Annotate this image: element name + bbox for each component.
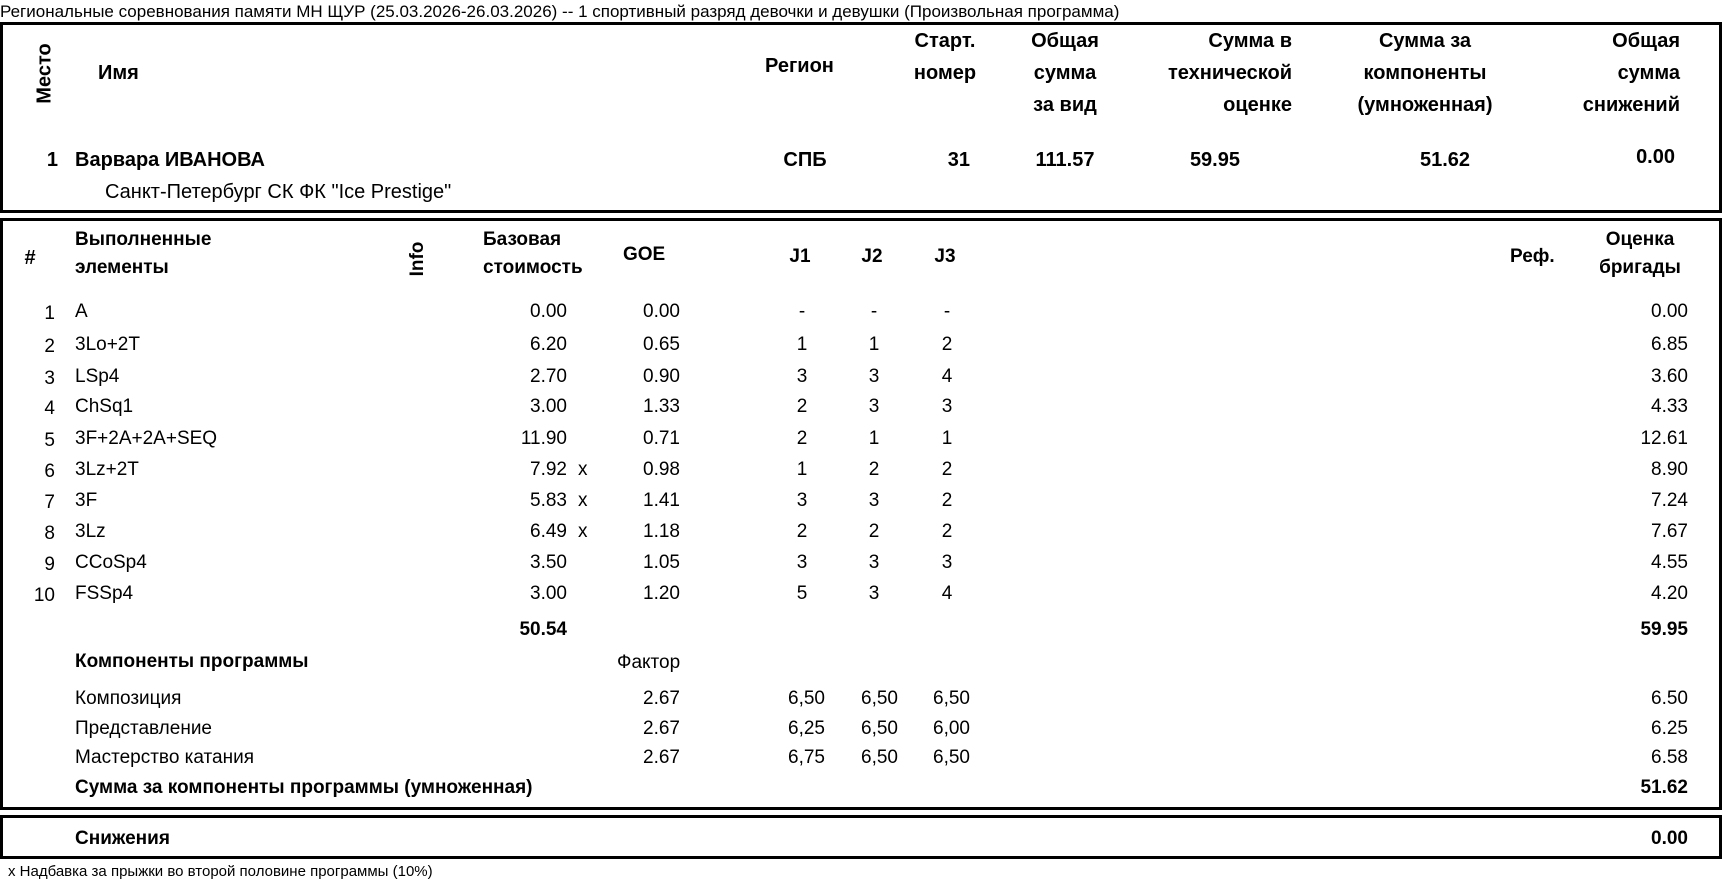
- row-j3: 4: [941, 366, 953, 387]
- components-total-label: Сумма за компоненты программы (умноженная): [75, 777, 533, 798]
- skater-total: 111.57: [1035, 149, 1095, 171]
- header-panel-score: Оценка бригады: [1599, 229, 1681, 278]
- row-panel-score: 7.24: [1651, 490, 1688, 511]
- row-num: 9: [44, 554, 55, 575]
- row-j1: 1: [796, 459, 808, 480]
- row-num: 1: [44, 303, 55, 324]
- row-goe: 0.90: [643, 366, 680, 387]
- row-j1: 2: [796, 396, 808, 417]
- row-bonus-marker: x: [578, 490, 588, 511]
- row-num: 10: [33, 585, 55, 606]
- row-j1: 2: [796, 428, 808, 449]
- row-j3: 3: [941, 552, 953, 573]
- row-element: LSp4: [75, 366, 120, 387]
- row-element: 3Lo+2T: [75, 334, 140, 355]
- row-base-value: 11.90: [520, 428, 567, 449]
- row-j2: -: [870, 301, 878, 322]
- header-info: Info: [407, 241, 428, 277]
- components-title: Компоненты программы: [75, 651, 309, 672]
- component-name: Представление: [75, 718, 212, 739]
- row-j2: 3: [868, 583, 880, 604]
- header-place: Место: [33, 43, 56, 104]
- row-num: 8: [44, 523, 55, 544]
- header-pcs: Сумма за компоненты (умноженная): [1357, 30, 1493, 116]
- component-j3: 6,50: [933, 688, 970, 709]
- header-goe: GOE: [623, 244, 666, 265]
- row-panel-score: 4.55: [1651, 552, 1688, 573]
- row-bonus-marker: x: [578, 521, 588, 542]
- row-panel-score: 4.33: [1651, 396, 1688, 417]
- component-name: Композиция: [75, 688, 182, 709]
- component-j1: 6,50: [788, 688, 825, 709]
- row-goe: 0.00: [643, 301, 680, 322]
- component-factor: 2.67: [643, 688, 680, 709]
- row-j3: 2: [941, 490, 953, 511]
- component-j2: 6,50: [861, 718, 898, 739]
- component-factor: 2.67: [643, 718, 680, 739]
- row-base-value: 5.83: [530, 490, 567, 511]
- row-j3: -: [943, 301, 951, 322]
- row-j1: 2: [796, 521, 808, 542]
- component-j1: 6,75: [788, 747, 825, 768]
- skater-name: Варвара ИВАНОВА: [75, 149, 265, 171]
- skater-pcs: 51.62: [1419, 149, 1471, 171]
- row-base-value: 6.49: [530, 521, 567, 542]
- row-element: 3Lz+2T: [75, 459, 139, 480]
- header-total: Общая сумма за вид: [1031, 30, 1099, 116]
- row-goe: 1.05: [643, 552, 680, 573]
- row-j1: 3: [796, 366, 808, 387]
- row-j2: 3: [868, 552, 880, 573]
- row-base-value: 7.92: [530, 459, 567, 480]
- row-panel-score: 6.85: [1651, 334, 1688, 355]
- row-panel-score: 12.61: [1640, 428, 1688, 449]
- footnote: x Надбавка за прыжки во второй половине программы (10%): [8, 863, 433, 880]
- component-j2: 6,50: [861, 747, 898, 768]
- row-j1: 3: [796, 490, 808, 511]
- header-deductions: Общая сумма снижений: [1582, 30, 1680, 116]
- row-j2: 1: [868, 428, 880, 449]
- row-goe: 1.18: [643, 521, 680, 542]
- row-j3: 2: [941, 521, 953, 542]
- row-base-value: 0.00: [530, 301, 567, 322]
- row-element: 3F: [75, 490, 98, 511]
- deductions-score: 0.00: [1651, 828, 1688, 849]
- header-start-number: Старт. номер: [913, 30, 977, 84]
- row-base-value: 3.00: [530, 396, 567, 417]
- row-num: 4: [44, 398, 55, 419]
- row-panel-score: 3.60: [1651, 366, 1688, 387]
- row-j2: 1: [868, 334, 880, 355]
- header-ref: Реф.: [1510, 246, 1555, 267]
- row-goe: 1.33: [643, 396, 680, 417]
- page-title: Региональные соревнования памяти МН ЩУР (25.03.2026-26.03.2026) -- 1 спортивный разряд девочки и девушки (Произвольная программа): [0, 2, 1120, 21]
- component-score: 6.50: [1651, 688, 1688, 709]
- row-num: 3: [44, 368, 55, 389]
- row-num: 5: [44, 430, 55, 451]
- row-element: A: [75, 301, 88, 322]
- row-panel-score: 8.90: [1651, 459, 1688, 480]
- row-j1: 5: [796, 583, 808, 604]
- component-score: 6.25: [1651, 718, 1688, 739]
- row-j3: 4: [941, 583, 953, 604]
- row-j3: 2: [941, 334, 953, 355]
- row-goe: 1.41: [643, 490, 680, 511]
- row-base-value: 3.50: [530, 552, 567, 573]
- components-factor-header: Фактор: [617, 652, 681, 673]
- row-base-value: 2.70: [530, 366, 567, 387]
- header-elements: Выполненные элементы: [75, 229, 212, 278]
- row-j2: 2: [868, 521, 880, 542]
- component-j2: 6,50: [861, 688, 898, 709]
- skater-place: 1: [46, 149, 58, 171]
- row-bonus-marker: x: [578, 459, 588, 480]
- row-j2: 2: [868, 459, 880, 480]
- header-j1: J1: [789, 246, 811, 267]
- row-base-value: 3.00: [530, 583, 567, 604]
- row-element: 3Lz: [75, 521, 106, 542]
- components-total-score: 51.62: [1640, 777, 1688, 798]
- row-goe: 0.65: [643, 334, 680, 355]
- row-j2: 3: [868, 490, 880, 511]
- header-region: Регион: [765, 55, 834, 77]
- header-j3: J3: [934, 246, 956, 267]
- row-element: FSSp4: [75, 583, 134, 604]
- header-num: #: [24, 247, 36, 269]
- component-j3: 6,00: [933, 718, 970, 739]
- component-factor: 2.67: [643, 747, 680, 768]
- header-name: Имя: [98, 62, 139, 84]
- row-base-value: 6.20: [530, 334, 567, 355]
- row-element: CCoSp4: [75, 552, 147, 573]
- row-goe: 0.98: [643, 459, 680, 480]
- header-tes: Сумма в технической оценке: [1167, 30, 1292, 116]
- header-j2: J2: [861, 246, 883, 267]
- row-panel-score: 0.00: [1651, 301, 1688, 322]
- row-j1: -: [798, 301, 806, 322]
- elements-total-base: 50.54: [519, 619, 567, 640]
- skater-region: СПБ: [783, 149, 827, 171]
- row-element: ChSq1: [75, 396, 134, 417]
- header-base: Базовая стоимость: [483, 229, 583, 278]
- row-j2: 3: [868, 396, 880, 417]
- row-j1: 1: [796, 334, 808, 355]
- row-j3: 1: [941, 428, 953, 449]
- row-goe: 1.20: [643, 583, 680, 604]
- skater-tes: 59.95: [1189, 149, 1240, 171]
- row-num: 2: [44, 336, 55, 357]
- row-j3: 3: [941, 396, 953, 417]
- row-goe: 0.71: [643, 428, 680, 449]
- component-name: Мастерство катания: [75, 747, 254, 768]
- component-score: 6.58: [1651, 747, 1688, 768]
- component-j3: 6,50: [933, 747, 970, 768]
- row-element: 3F+2A+2A+SEQ: [75, 428, 218, 449]
- skater-deductions: 0.00: [1636, 146, 1675, 168]
- row-panel-score: 4.20: [1651, 583, 1688, 604]
- row-j1: 3: [796, 552, 808, 573]
- row-panel-score: 7.67: [1651, 521, 1688, 542]
- row-num: 7: [44, 492, 55, 513]
- elements-total-score: 59.95: [1640, 619, 1688, 640]
- row-j3: 2: [941, 459, 953, 480]
- deductions-panel: [0, 815, 1722, 859]
- row-j2: 3: [868, 366, 880, 387]
- component-j1: 6,25: [788, 718, 825, 739]
- skater-club: Санкт-Петербург СК ФК "Ice Prestige": [105, 181, 452, 203]
- deductions-label: Снижения: [75, 828, 170, 849]
- row-num: 6: [44, 461, 55, 482]
- skater-start-number: 31: [947, 149, 970, 171]
